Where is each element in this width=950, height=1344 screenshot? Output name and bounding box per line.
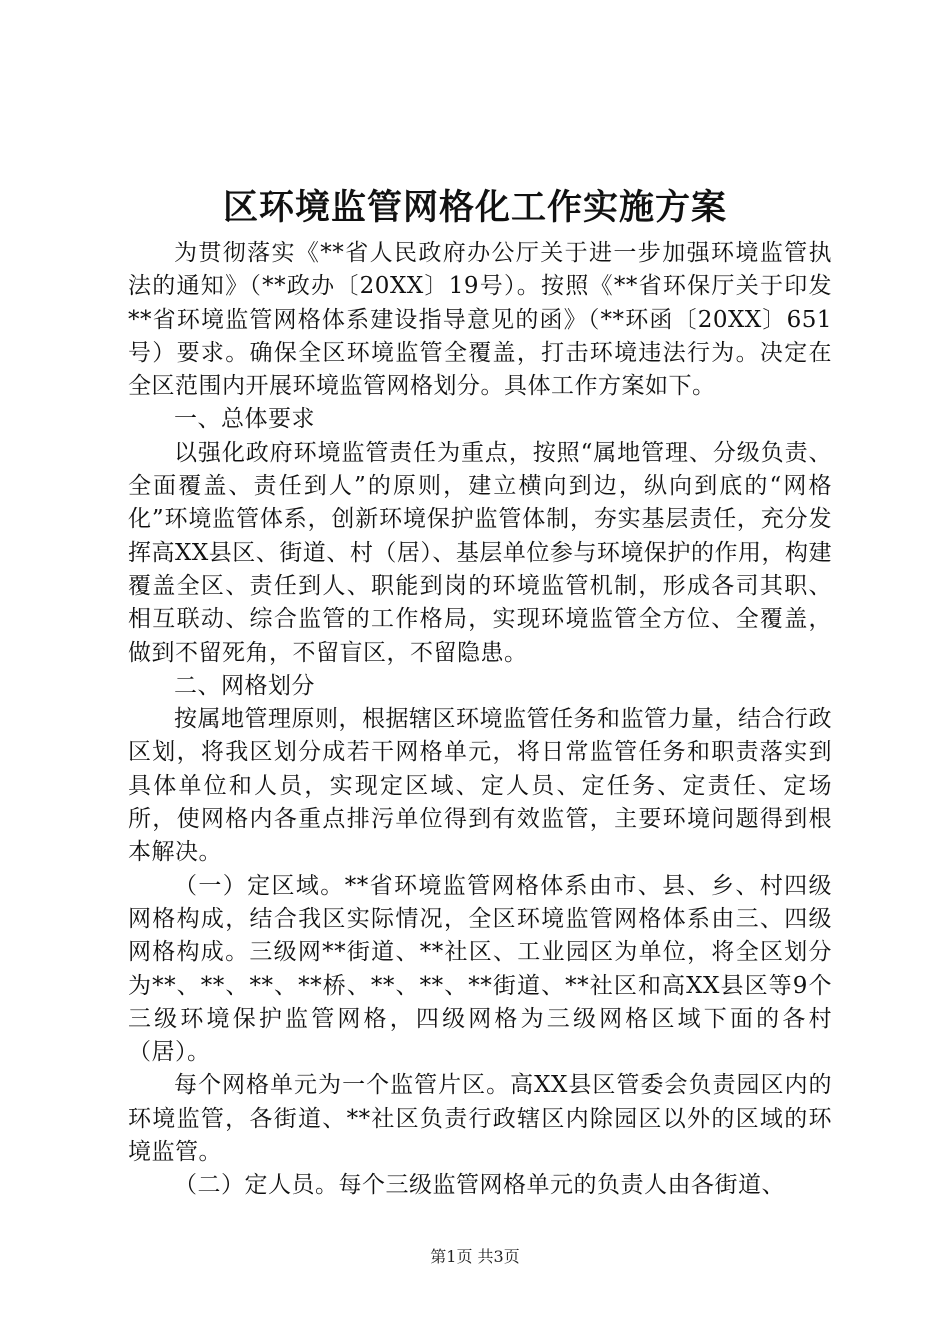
define-area-paragraph: （一）定区域。**省环境监管网格体系由市、县、乡、村四级网格构成，结合我区实际情况，全区环境监管网格体系由三、四级网格构成。三级网**街道、**社区、工业园区为单位，将全区划分为**、**、**、**桥、**、**、**街道、**社区和高XX县区等9个三级环境保护监管网格，四级网格为三级网格区域下面的各村（居）。 bbox=[128, 872, 832, 1066]
section-heading-general-requirements: 一、总体要求 bbox=[174, 406, 315, 433]
intro-paragraph: 为贯彻落实《**省人民政府办公厅关于进一步加强环境监管执法的通知》（**政办〔20XX〕19号）。按照《**省环保厅关于印发**省环境监管网格体系建设指导意见的函》（**环函〔20XX〕651号）要求。确保全区环境监管全覆盖，打击环境违法行为。决定在全区范围内开展环境监管网格划分。具体工作方案如下。 bbox=[128, 240, 832, 400]
page-number-footer: 第1页 共3页 bbox=[430, 1247, 520, 1266]
document-body bbox=[128, 237, 832, 1203]
define-personnel-paragraph: （二）定人员。每个三级监管网格单元的负责人由各街道、 bbox=[174, 1172, 785, 1199]
grid-unit-paragraph: 每个网格单元为一个监管片区。高XX县区管委会负责园区内的环境监管，各街道、**社区负责行政辖区内除园区以外的区域的环境监管。 bbox=[128, 1072, 832, 1166]
document-title: 区环境监管网格化工作实施方案 bbox=[222, 187, 727, 228]
general-requirements-paragraph: 以强化政府环境监管责任为重点，按照“属地管理、分级负责、全面覆盖、责任到人”的原则，建立横向到边，纵向到底的“网格化”环境监管体系，创新环境保护监管体制，夯实基层责任，充分发挥高XX县区、街道、村（居）、基层单位参与环境保护的作用，构建覆盖全区、责任到人、职能到岗的环境监管机制，形成各司其职、相互联动、综合监管的工作格局，实现环境监管全方位、全覆盖，做到不留死角，不留盲区，不留隐患。 bbox=[128, 439, 832, 666]
section-heading-grid-division: 二、网格划分 bbox=[174, 672, 315, 699]
grid-division-paragraph: 按属地管理原则，根据辖区环境监管任务和监管力量，结合行政区划，将我区划分成若干网格单元，将日常监管任务和职责落实到具体单位和人员，实现定区域、定人员、定任务、定责任、定场所，使网格内各重点排污单位得到有效监管，主要环境问题得到根本解决。 bbox=[128, 706, 832, 866]
